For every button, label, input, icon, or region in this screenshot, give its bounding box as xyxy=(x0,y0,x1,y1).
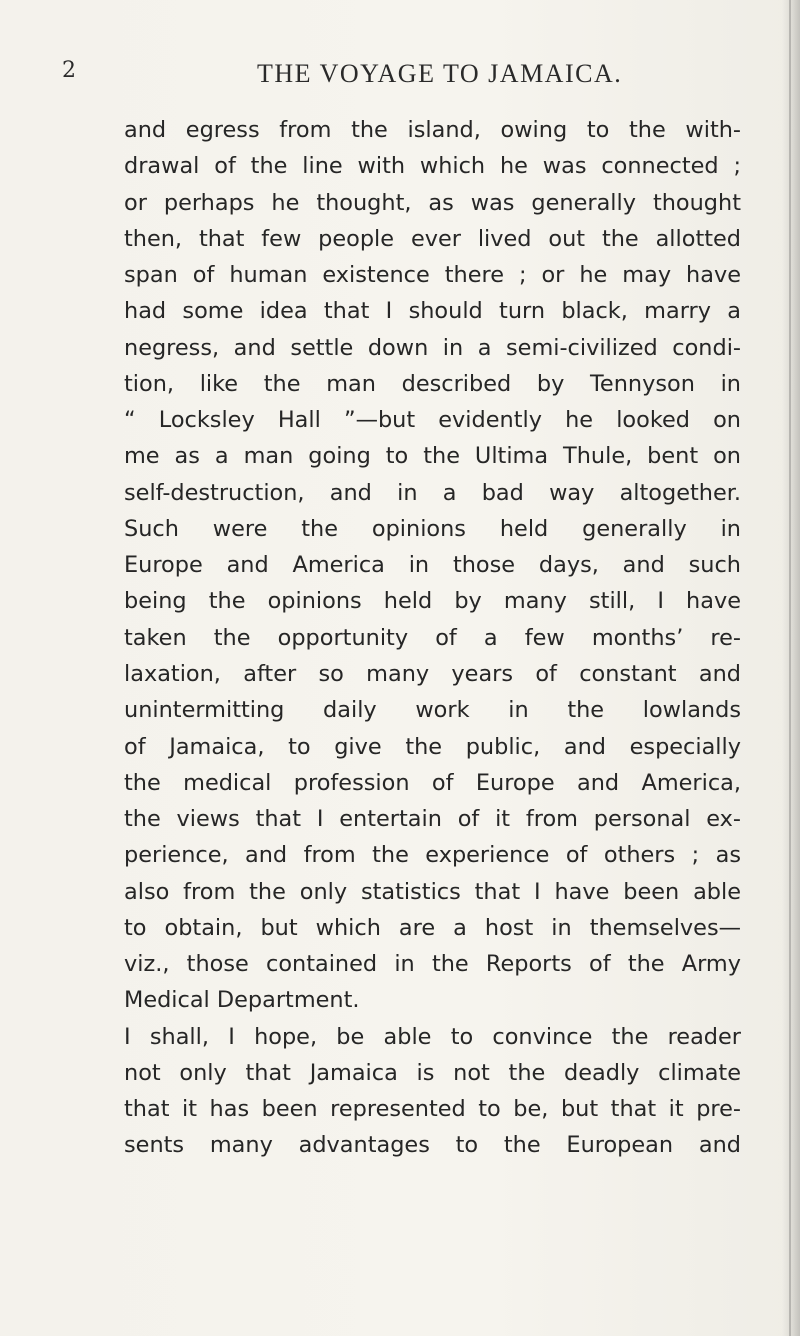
text-line: of Jamaica, to give the public, and especially xyxy=(124,733,741,760)
text-line: not only that Jamaica is not the deadly climate xyxy=(124,1059,741,1086)
text-line: Europe and America in those days, and such xyxy=(124,552,741,579)
page-edge-line xyxy=(789,0,791,1336)
text-line: negress, and settle down in a semi-civilized condi- xyxy=(124,334,741,361)
text-line: had some idea that I should turn black, marry a xyxy=(124,298,741,325)
page-edge-shadow xyxy=(782,0,800,1336)
text-line: Such were the opinions held generally in xyxy=(124,515,741,542)
text-line: Medical Department. xyxy=(124,987,360,1014)
text-line: perience, and from the experience of others ; as xyxy=(124,842,741,869)
text-line: taken the opportunity of a few months’ re- xyxy=(124,624,741,651)
text-line: self-destruction, and in a bad way altogether. xyxy=(124,479,741,506)
text-line: unintermitting daily work in the lowlands xyxy=(124,697,741,724)
page-header xyxy=(62,58,762,98)
text-line: the medical profession of Europe and America, xyxy=(124,769,741,796)
text-line: also from the only statistics that I have been able xyxy=(124,878,741,905)
page-number: 2 xyxy=(62,58,76,83)
text-line: laxation, after so many years of constant and xyxy=(124,660,741,687)
text-line: I shall, I hope, be able to convince the reader xyxy=(124,1023,741,1050)
text-line: to obtain, but which are a host in themselves— xyxy=(124,914,741,941)
text-line: drawal of the line with which he was connected ; xyxy=(124,153,741,180)
text-line: “ Locksley Hall ”—but evidently he looked on xyxy=(124,407,741,434)
text-line: being the opinions held by many still, I have xyxy=(124,588,741,615)
text-line: or perhaps he thought, as was generally thought xyxy=(124,189,741,216)
text-line: sents many advantages to the European and xyxy=(124,1132,741,1159)
running-head: THE VOYAGE TO JAMAICA. xyxy=(257,59,623,88)
text-line: tion, like the man described by Tennyson in xyxy=(124,370,741,397)
text-line: span of human existence there ; or he may have xyxy=(124,262,741,289)
text-line: the views that I entertain of it from personal ex- xyxy=(124,806,741,833)
text-line: me as a man going to the Ultima Thule, bent on xyxy=(124,443,741,470)
text-line: that it has been represented to be, but that it pre- xyxy=(124,1096,741,1123)
body-text xyxy=(124,112,741,1164)
text-line: viz., those contained in the Reports of the Army xyxy=(124,951,741,978)
text-line: and egress from the island, owing to the with- xyxy=(124,117,741,143)
text-line: then, that few people ever lived out the allotted xyxy=(124,225,741,252)
